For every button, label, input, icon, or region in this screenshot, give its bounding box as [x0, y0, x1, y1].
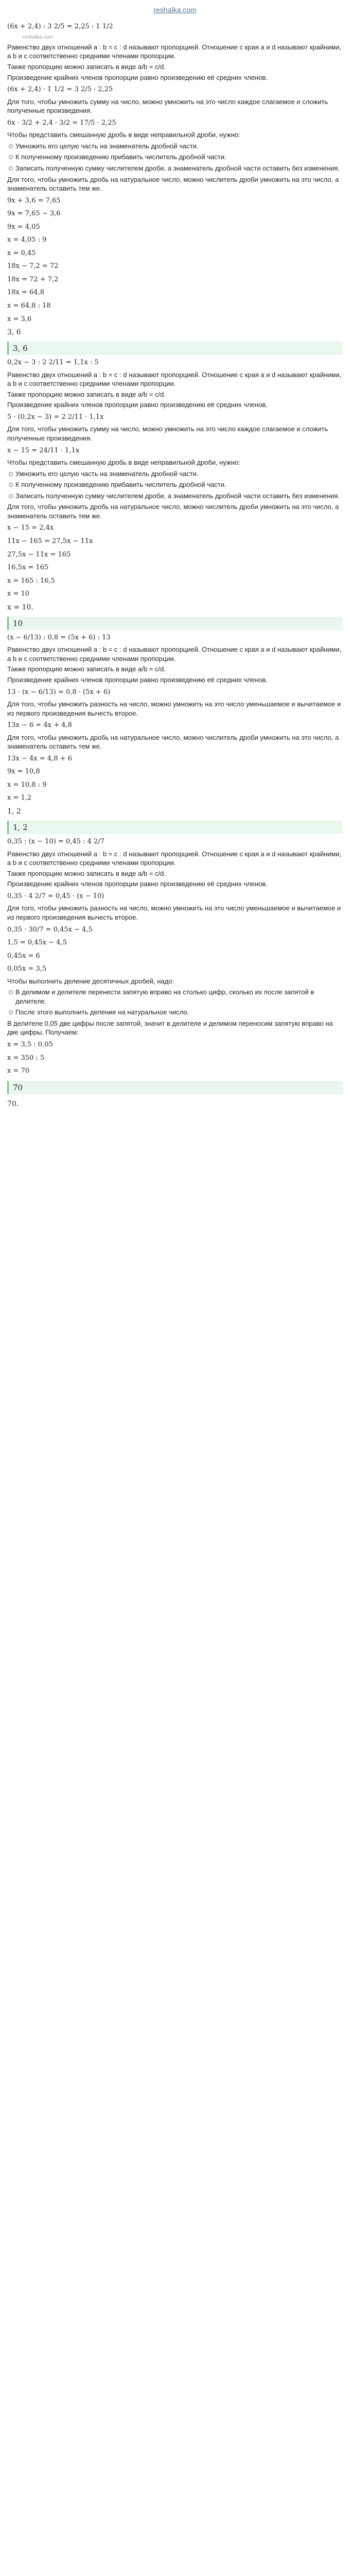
- watermark: reshalka.com: [23, 35, 54, 41]
- solution-step: x = 1,2: [7, 794, 32, 802]
- solution-step: x = 3,5 : 0,05: [7, 1041, 53, 1049]
- decimal-step: После этого выполнить деление на натуральное число.: [7, 1008, 343, 1017]
- solution-step: 1,5 = 0,45x − 4,5: [7, 939, 67, 947]
- fraction-step: Умножить его целую часть на знаменатель дробной части.: [7, 469, 343, 479]
- solution-step: x = 165 : 16,5: [7, 577, 55, 585]
- solution-step: 0,35 · 4 2/7 = 0,45 · (x − 10): [7, 892, 104, 900]
- solution-step: 9x = 10,8: [7, 768, 40, 776]
- decimal-step: В делимом и делителе перенести запятую вправо на столько цифр, сколько их после запятой в делителе.: [7, 988, 343, 1006]
- task-equation: 0,2x − 3 : 2 2/11 = 1,1x : 5: [7, 359, 99, 367]
- definition-proportion: Равенство двух отношений a : b = c : d называют пропорцией. Отношение с края a и d называют крайними, а b и c соответственно средними членами пропорции.: [7, 646, 342, 663]
- fraction-step: Записать полученную сумму числителем дроби, а знаменатель дробной части оставить без изменения.: [7, 164, 343, 173]
- definition-fraction-hint: Чтобы представить смешанную дробь в виде неправильной дроби, нужно:: [7, 131, 240, 139]
- solution-step: x = 10,8 : 9: [7, 781, 47, 789]
- solution-step: x = 350 : 5: [7, 1054, 45, 1062]
- solution-step: x = 64,8 : 18: [7, 301, 51, 310]
- solution-step: 18x = 64,8: [7, 289, 44, 297]
- solution-step: x = 0,45: [7, 249, 36, 257]
- solution-step: 18x = 72 + 7,2: [7, 275, 59, 283]
- solution-step: 9x + 3,6 = 7,65: [7, 196, 61, 205]
- solution-step: 6x · 3/2 + 2,4 · 3/2 = 17/5 · 2,25: [7, 118, 116, 127]
- fraction-step: К полученному произведению прибавить числитель дробной части.: [7, 480, 343, 489]
- task-1: [7, 21, 343, 337]
- definition-fraction-hint: Чтобы представить смешанную дробь в виде неправильной дроби, нужно:: [7, 459, 240, 467]
- solution-step: x = 3,6: [7, 315, 32, 323]
- solution-step: 27,5x − 11x = 165: [7, 550, 71, 558]
- definition-mixed-hint: Также пропорцию можно записать в виде a/b = c/d.: [7, 665, 166, 673]
- solution-step: 0,05x = 3,5: [7, 965, 47, 973]
- task-2: [7, 342, 343, 613]
- task-answer: 3, 6: [7, 328, 21, 337]
- task-4: [7, 821, 343, 1109]
- definition-product-rule: Произведение крайних членов пропорции равно произведению её средних членов.: [7, 676, 268, 684]
- task-answer: 70.: [7, 1099, 19, 1108]
- solution-step: 13 · (x − 6/13) = 0,8 · (5x + 6): [7, 688, 111, 696]
- definition-bracket-rule: Для того, чтобы умножить сумму на число, можно умножить на это число каждое слагаемое и сложить полученные произведения.: [7, 425, 328, 443]
- solution-step: 13x − 6 = 4x + 4,8: [7, 721, 72, 730]
- fraction-step: Записать полученную сумму числителем дроби, а знаменатель дробной части оставить без изменения.: [7, 492, 343, 501]
- solution-step: x − 15 = 2,4x: [7, 524, 54, 532]
- definition-product-rule: Произведение крайних членов пропорции равно произведению её средних членов.: [7, 880, 268, 888]
- task-equation: (x − 6/13) : 0,8 = (5x + 6) : 13: [7, 633, 111, 641]
- definition-product-rule: Произведение крайних членов пропорции равно произведению её средних членов.: [7, 73, 268, 81]
- definition-division-rule: Для того, чтобы умножить дробь на натуральное число, можно числитель дроби умножить на это число, а знаменатель оставить тем же.: [7, 733, 339, 751]
- definition-bracket-rule: Для того, чтобы умножить сумму на число, можно умножить на это число каждое слагаемое и сложить полученные произведения.: [7, 97, 328, 115]
- definition-diff-rule: Для того, чтобы умножить разность на число, можно умножить на это число уменьшаемое и вычитаемое и из первого произведения вычесть второе.: [7, 904, 341, 921]
- definition-division-rule: Для того, чтобы умножить дробь на натуральное число, можно числитель дроби умножить на это число, а знаменатель оставить тем же.: [7, 175, 339, 193]
- definition-division-rule: Для того, чтобы умножить дробь на натуральное число, можно числитель дроби умножить на это число, а знаменатель оставить тем же.: [7, 503, 339, 520]
- fraction-step-list: [7, 469, 343, 501]
- definition-proportion: Равенство двух отношений a : b = c : d называют пропорцией. Отношение с края a и d называют крайними, а b и c соответственно средними членами пропорции.: [7, 43, 342, 60]
- decimal-step-list: [7, 988, 343, 1017]
- definition-proportion: Равенство двух отношений a : b = c : d называют пропорцией. Отношение с края a и d называют крайними, а b и c соответственно средними членами пропорции.: [7, 370, 342, 388]
- fraction-step-list: [7, 142, 343, 173]
- solution-step: 18x − 7,2 = 72: [7, 262, 59, 270]
- definition-mixed-hint: Также пропорцию можно записать в виде a/b = c/d.: [7, 63, 166, 71]
- task-answer: 1, 2: [7, 807, 21, 816]
- solution-step: (6x + 2,4) · 1 1/2 = 3 2/5 · 2,25: [7, 86, 113, 94]
- task-number: 10: [7, 617, 343, 630]
- solution-step: x = 4,05 : 9: [7, 236, 47, 244]
- fraction-step: Умножить его целую часть на знаменатель дробной части.: [7, 142, 343, 151]
- definition-decimal-hint: Чтобы выполнить деление десятичных дробей, надо:: [7, 977, 174, 985]
- task-3: [7, 617, 343, 817]
- task-number: 1, 2: [7, 821, 343, 834]
- task-equation: 0,35 : (x − 10) = 0,45 : 4 2/7: [7, 838, 104, 846]
- solution-step: x = 70: [7, 1067, 30, 1075]
- site-link[interactable]: reshalka.com: [153, 6, 197, 14]
- solution-step: 9x = 4,05: [7, 223, 40, 231]
- solution-step: x − 15 = 24/11 · 1,1x: [7, 446, 80, 454]
- solution-step: 11x − 165 = 27,5x − 11x: [7, 537, 93, 545]
- watermark-row: [23, 34, 343, 41]
- definition-mixed-hint: Также пропорцию можно записать в виде a/b = c/d.: [7, 390, 166, 398]
- solution-step: 9x = 7,65 − 3,6: [7, 210, 61, 218]
- solution-step: 0,45x = 6: [7, 952, 40, 960]
- solution-step: x = 10: [7, 590, 30, 598]
- definition-product-rule: Произведение крайних членов пропорции равно произведению её средних членов.: [7, 401, 268, 409]
- task-number: 3, 6: [7, 342, 343, 355]
- task-number: 70: [7, 1081, 343, 1094]
- decimal-note: В делителе 0,05 две цифры после запятой, значит в делителе и делимом переносим запятую вправо на две цифры. Получаем:: [7, 1019, 333, 1037]
- solution-step: 16,5x = 165: [7, 564, 49, 572]
- fraction-step: К полученному произведению прибавить числитель дробной части.: [7, 152, 343, 162]
- solution-step: 0,35 · 30/7 = 0,45x − 4,5: [7, 925, 93, 934]
- page: [0, 0, 350, 1123]
- definition-proportion: Равенство двух отношений a : b = c : d называют пропорцией. Отношение с края a и d называют крайними, а b и c соответственно средними членами пропорции.: [7, 850, 342, 867]
- solution-step: 5 · (0,2x − 3) = 2 2/11 · 1,1x: [7, 413, 104, 421]
- site-header: [7, 3, 343, 19]
- solution-step: 13x − 4x = 4,8 + 6: [7, 754, 72, 762]
- definition-mixed-hint: Также пропорцию можно записать в виде a/b = c/d.: [7, 869, 166, 877]
- task-equation: (6x + 2,4) : 3 2/5 = 2,25 : 1 1/2: [7, 22, 113, 30]
- definition-diff-rule: Для того, чтобы умножить разность на число, можно умножить на это число уменьшаемое и вычитаемое и из первого произведения вычесть второе.: [7, 700, 341, 717]
- task-answer: x = 10.: [7, 603, 33, 612]
